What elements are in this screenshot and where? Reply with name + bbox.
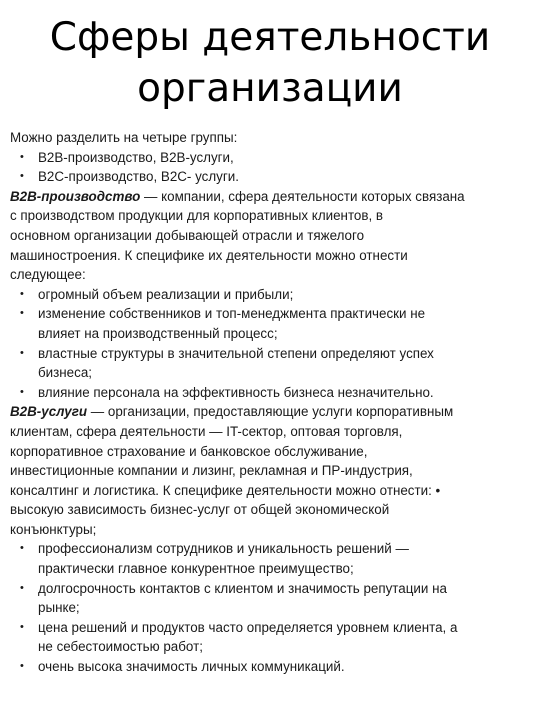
bullet-icon: • [20, 346, 24, 359]
bullet-text: практически главное конкурентное преимущество; [38, 561, 354, 577]
definition-line [10, 402, 526, 422]
group-text: B2C-производство, B2C- услуги. [38, 169, 239, 185]
term-b2b-services: B2B-услуги [10, 404, 88, 420]
bullet-text: цена решений и продуктов часто определяется уровнем клиента, а [38, 619, 458, 635]
definition-line [10, 187, 526, 207]
bullet-text: профессионализм сотрудников и уникальность решений — [38, 541, 409, 557]
bullet-item [10, 304, 526, 343]
bullet-line [10, 657, 526, 677]
bullet-text: влияние персонала на эффективность бизнеса незначительно. [38, 384, 434, 400]
bullet-text: огромный объем реализации и прибыли; [38, 286, 294, 302]
group-item [10, 167, 526, 187]
b2b-production-section [10, 187, 526, 403]
bullet-line [10, 304, 526, 324]
bullet-text: рынке; [38, 600, 80, 616]
group-item [10, 148, 526, 168]
bullet-line [10, 579, 526, 599]
group-line [10, 167, 526, 187]
definition-text: клиентам, сфера деятельности — IT-сектор, оптовая торговля, [10, 423, 403, 439]
group-line [10, 148, 526, 168]
bullet-icon: • [20, 660, 24, 673]
bullet-item [10, 383, 526, 403]
bullet-icon: • [20, 170, 24, 183]
b2b-services-section [10, 402, 526, 676]
definition-text: — организации, предоставляющие услуги корпоративным [87, 404, 454, 420]
bullet-item [10, 579, 526, 618]
bullet-item [10, 618, 526, 657]
definition-text: следующее: [10, 267, 86, 283]
title-line-1: Сферы деятельности [49, 15, 491, 60]
bullet-icon: • [20, 385, 24, 398]
bullet-line [10, 383, 526, 403]
bullet-line [10, 618, 526, 638]
bullet-text: очень высока значимость личных коммуникаций. [38, 659, 345, 675]
groups-list [10, 148, 526, 187]
definition-text: конъюнктуры; [10, 521, 97, 537]
definition-text: консалтинг и логистика. К специфике деятельности можно отнести: • [10, 482, 441, 498]
bullet-text: бизнеса; [38, 365, 92, 381]
group-text: B2B-производство, B2B-услуги, [38, 149, 234, 165]
bullet-text: властные структуры в значительной степени определяют успех [38, 345, 434, 361]
bullet-text: влияет на производственный процесс; [38, 325, 278, 341]
bullet-item [10, 285, 526, 305]
bullet-text: долгосрочность контактов с клиентом и значимость репутации на [38, 580, 447, 596]
bullet-icon: • [20, 620, 24, 633]
definition-text: высокую зависимость бизнес-услуг от общей экономической [10, 502, 390, 518]
bullet-item [10, 657, 526, 677]
bullet-line [10, 285, 526, 305]
intro-text: Можно разделить на четыре группы: [10, 130, 238, 145]
bullet-item [10, 344, 526, 383]
term-b2b-production: B2B-производство [10, 188, 141, 204]
bullet-text: не себестоимостью работ; [38, 639, 203, 655]
definition-text: корпоративное страхование и банковское обслуживание, [10, 443, 368, 459]
bullet-line [10, 344, 526, 364]
bullet-icon: • [20, 581, 24, 594]
bullet-icon: • [20, 150, 24, 163]
title-line-2: организации [137, 66, 403, 111]
bullet-icon: • [20, 542, 24, 555]
definition-text: — компании, сфера деятельности которых связана [140, 188, 465, 204]
bullet-icon: • [20, 287, 24, 300]
definition-text: машиностроения. К специфике их деятельности можно отнести [10, 247, 408, 263]
definition-text: основном организации добывающей отрасли и тяжелого [10, 227, 365, 243]
slide-title [20, 12, 520, 114]
definition-text: инвестиционные компании и лизинг, рекламная и ПР-индустрия, [10, 463, 413, 479]
definition-text: с производством продукции для корпоративных клиентов, в [10, 208, 384, 224]
bullet-item [10, 539, 526, 578]
slide-body [10, 128, 526, 677]
bullet-text: изменение собственников и топ-менеджмента практически не [38, 306, 426, 322]
bullet-line [10, 539, 526, 559]
bullet-icon: • [20, 307, 24, 320]
